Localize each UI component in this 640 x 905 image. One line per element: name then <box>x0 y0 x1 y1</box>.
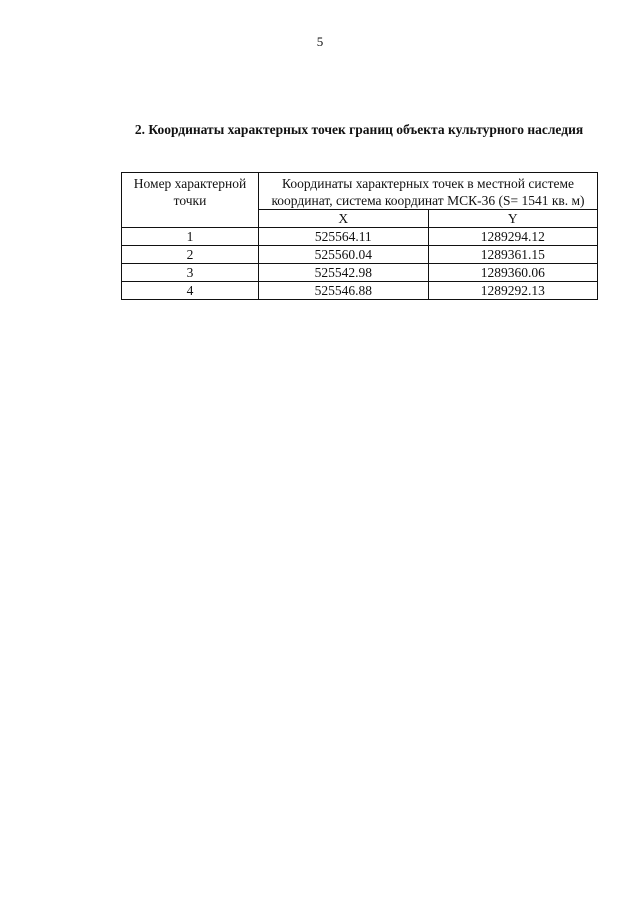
table-row <box>122 246 598 264</box>
cell-x: 525564.11 <box>259 228 429 246</box>
cell-y: 1289294.12 <box>428 228 598 246</box>
header-y: Y <box>428 210 598 228</box>
cell-point: 2 <box>122 246 259 264</box>
cell-x: 525546.88 <box>259 282 429 300</box>
page-number: 5 <box>316 34 324 49</box>
table-row <box>122 228 598 246</box>
table-row <box>122 264 598 282</box>
table-row <box>122 282 598 300</box>
cell-point: 3 <box>122 264 259 282</box>
header-coordinates: Координаты характерных точек в местной системе координат, система координат МСК-36 (S= 1541 кв. м) <box>259 173 598 210</box>
cell-x: 525560.04 <box>259 246 429 264</box>
coordinates-table <box>121 172 598 300</box>
table-header-row <box>122 173 598 210</box>
cell-x: 525542.98 <box>259 264 429 282</box>
cell-y: 1289361.15 <box>428 246 598 264</box>
cell-y: 1289292.13 <box>428 282 598 300</box>
cell-y: 1289360.06 <box>428 264 598 282</box>
section-title: 2. Координаты характерных точек границ объекта культурного наследия <box>134 122 584 137</box>
cell-point: 4 <box>122 282 259 300</box>
header-x: X <box>259 210 429 228</box>
cell-point: 1 <box>122 228 259 246</box>
header-point-number: Номер характерной точки <box>122 173 259 228</box>
